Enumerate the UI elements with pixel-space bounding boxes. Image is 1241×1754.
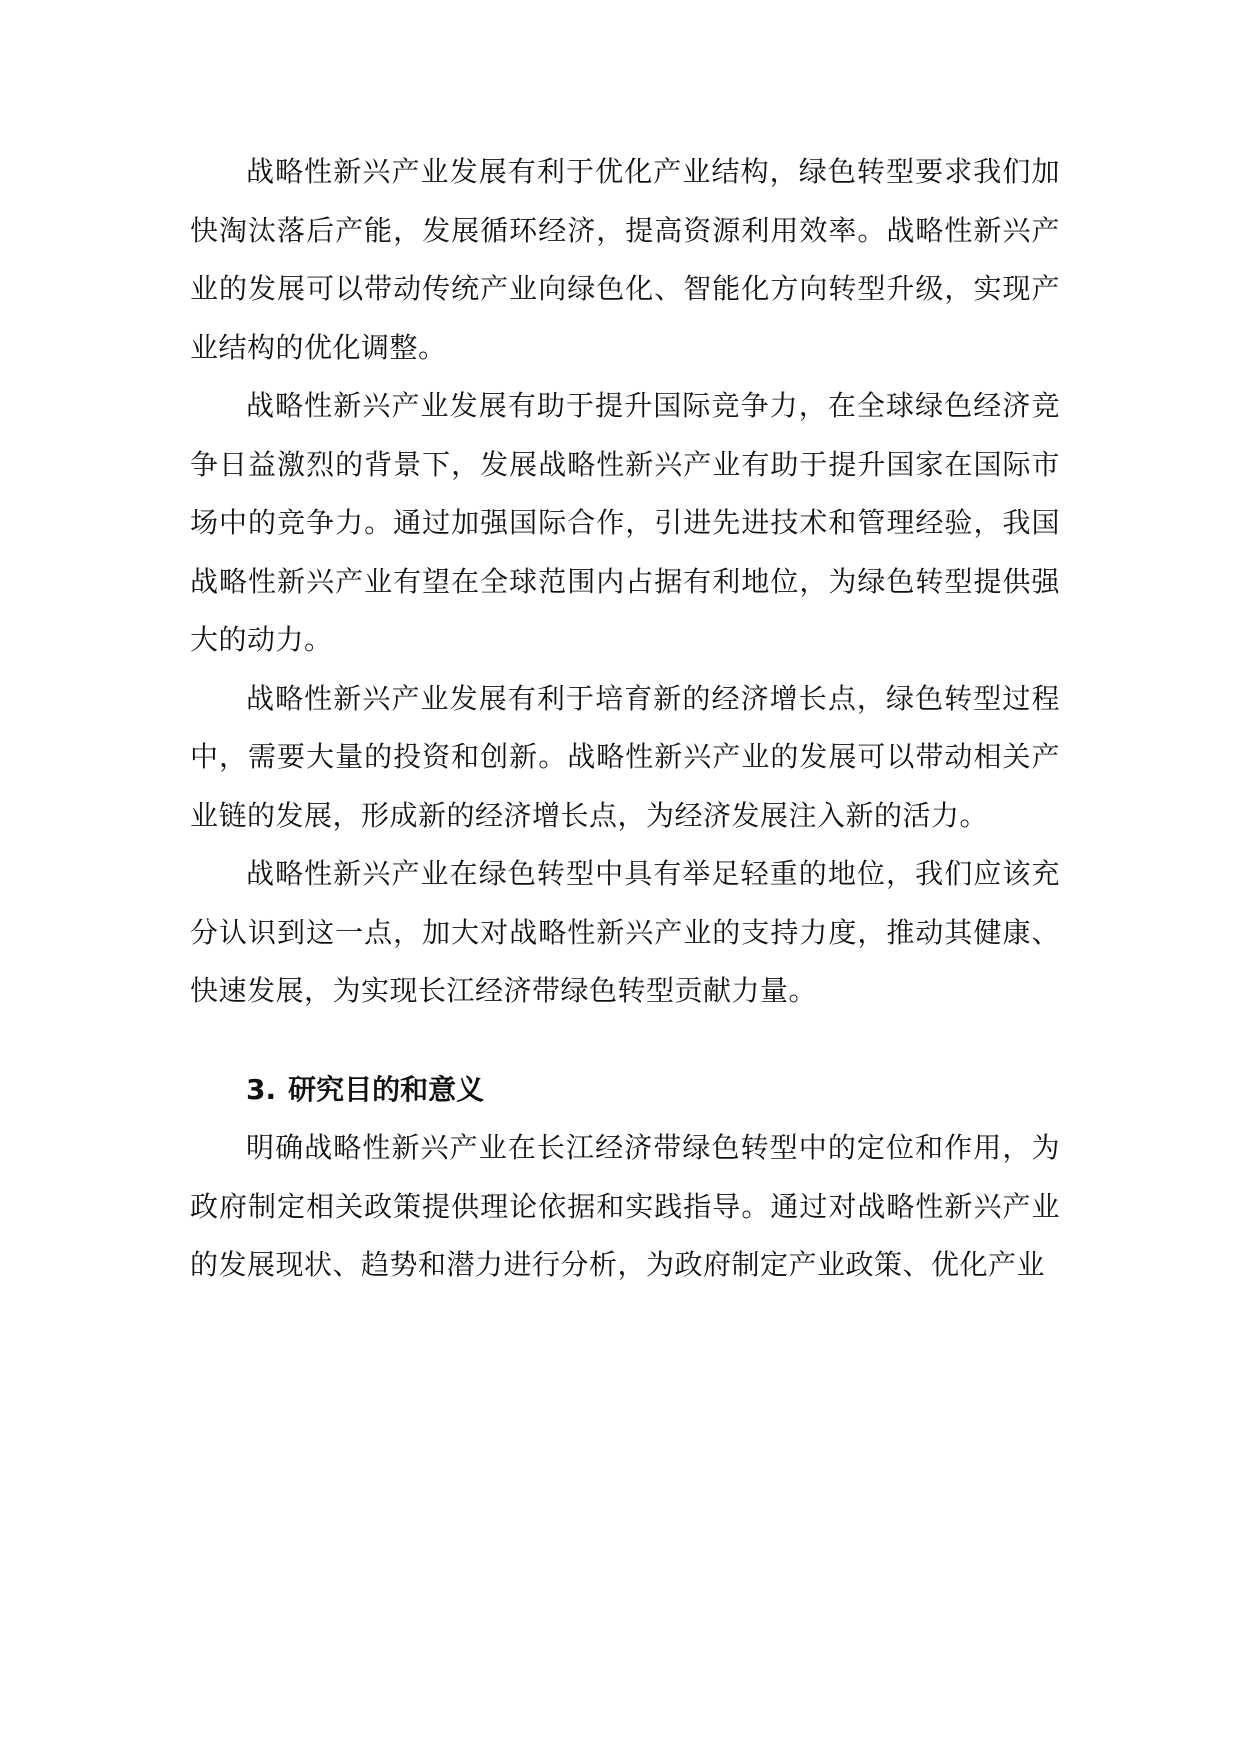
paragraph-economic-growth: 战略性新兴产业发展有利于培育新的经济增长点，绿色转型过程中，需要大量的投资和创新。战略性新兴产业的发展可以带动相关产业链的发展，形成新的经济增长点，为经济发展注入新的活力。	[190, 681, 1060, 832]
document-body	[190, 143, 1060, 1295]
section-heading-title: 研究目的和意义	[288, 1072, 485, 1106]
paragraph-conclusion: 战略性新兴产业在绿色转型中具有举足轻重的地位，我们应该充分认识到这一点，加大对战略性新兴产业的支持力度，推动其健康、快速发展，为实现长江经济带绿色转型贡献力量。	[190, 857, 1060, 1007]
paragraph-industrial-structure: 战略性新兴产业发展有利于优化产业结构，绿色转型要求我们加快淘汰落后产能，发展循环经济，提高资源利用效率。战略性新兴产业的发展可以带动传统产业向绿色化、智能化方向转型升级，实现产业结构的优化调整。	[190, 155, 1060, 364]
paragraph-research-purpose: 明确战略性新兴产业在长江经济带绿色转型中的定位和作用，为政府制定相关政策提供理论依据和实践指导。通过对战略性新兴产业的发展现状、趋势和潜力进行分析，为政府制定产业政策、优化产业	[190, 1131, 1060, 1281]
section-spacer	[190, 1021, 1060, 1061]
section-heading-number: 3.	[246, 1072, 277, 1106]
section-heading	[190, 1061, 1060, 1120]
paragraph-international-competitiveness: 战略性新兴产业发展有助于提升国际竞争力，在全球绿色经济竞争日益激烈的背景下，发展战略性新兴产业有助于提升国家在国际市场中的竞争力。通过加强国际合作，引进先进技术和管理经验，我国战略性新兴产业有望在全球范围内占据有利地位，为绿色转型提供强大的动力。	[190, 389, 1060, 656]
